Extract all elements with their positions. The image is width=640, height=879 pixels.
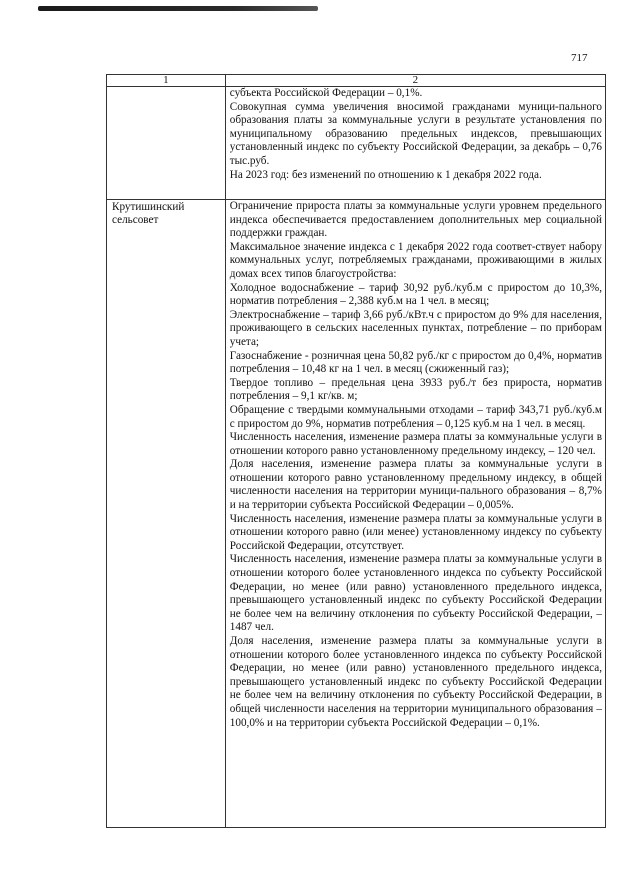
paragraph: Обращение с твердыми коммунальными отходами – тариф 343,71 руб./куб.м с приростом до 9%, норматив потребления – 0,125 куб.м на 1 чел. в месяц. bbox=[229, 403, 602, 430]
paragraph: Численность населения, изменение размера платы за коммунальные услуги в отношении которого равно установленному предельному индексу, – 120 чел. bbox=[229, 431, 602, 457]
paragraph: Твердое топливо – предельная цена 3933 руб./т без прироста, норматив потребления – 9,1 кг/кв. м; bbox=[229, 376, 602, 403]
paragraph: Ограничение прироста платы за коммунальные услуги уровнем предельного индекса обеспечивается предоставлением дополнительных мер социальной поддержки граждан. bbox=[229, 200, 602, 240]
paragraph: На 2023 год: без изменений по отношению к 1 декабря 2022 года. bbox=[229, 168, 542, 181]
table-header-row bbox=[107, 75, 606, 87]
table-row bbox=[107, 87, 606, 200]
municipality-name: Крутишинский сельсовет bbox=[112, 201, 185, 227]
description-cell bbox=[225, 200, 605, 828]
municipality-name bbox=[107, 87, 225, 88]
paragraph: Доля населения, изменение размера платы за коммунальные услуги в отношении которого более установленного индекса по субъекту Российской Федерации, но менее (или равно) установленного предельного индекса, превышающего установленный индекс по субъекту Российской Федерации не более чем на величину отклонения по субъекту Российской Федерации, в общей численности населения на территории муниципального образования – 100,0% и на территории субъекта Российской Федерации – 0,1%. bbox=[229, 635, 602, 729]
paragraph: Совокупная сумма увеличения вносимой гражданами муници-пального образования платы за коммунальные услуги в результате установления по муниципальному образованию предельных индексов, превышающих установленный индекс по субъекту Российской Федерации, за декабрь – 0,76 тыс.руб. bbox=[229, 100, 602, 167]
paragraph: Доля населения, изменение размера платы за коммунальные услуги в отношении которого равно установленному предельному индексу, в общей численности населения на территории муници-пального образования – 8,7% и на территории субъекта Российской Федерации – 0,005%. bbox=[229, 458, 602, 512]
paragraph: Численность населения, изменение размера платы за коммунальные услуги в отношении которого более установленного индекса по субъекту Российской Федерации, но менее (или равно) установленного предельного индекса, превышающего установленный индекс по субъекту Российской Федерации не более чем на величину отклонения по субъекту Российской Федерации, – 1487 чел. bbox=[229, 553, 602, 634]
description-cell bbox=[225, 87, 605, 200]
table-row bbox=[107, 200, 606, 828]
column-number-1: 1 bbox=[107, 75, 226, 87]
paragraph: Численность населения, изменение размера платы за коммунальные услуги в отношении которого равно (или менее) установленному индексу по субъекту Российской Федерации, отсутствует. bbox=[229, 512, 602, 552]
municipality-cell bbox=[107, 87, 226, 200]
paragraph: Газоснабжение - розничная цена 50,82 руб./кг с приростом до 0,4%, норматив потребления – 10,48 кг на 1 чел. в месяц (сжиженный газ); bbox=[229, 349, 602, 376]
column-number-2: 2 bbox=[225, 75, 605, 87]
page-number: 717 bbox=[571, 52, 588, 64]
paragraph: Электроснабжение – тариф 3,66 руб./кВт.ч с приростом до 9% для населения, проживающего в сельских населенных пунктах, потребление – по приборам учета; bbox=[229, 308, 602, 348]
municipality-cell bbox=[107, 200, 226, 828]
paragraph: Холодное водоснабжение – тариф 30,92 руб./куб.м с приростом до 10,3%, норматив потребления – 2,388 куб.м на 1 чел. в месяц; bbox=[229, 281, 602, 308]
paragraph: Максимальное значение индекса с 1 декабря 2022 года соответ-ствует набору коммунальных услуг, потребляемых гражданами, проживающими в жилых домах всех типов благоустройства: bbox=[229, 240, 602, 280]
document-table bbox=[106, 74, 606, 828]
paragraph: субъекта Российской Федерации – 0,1%. bbox=[229, 87, 423, 99]
scan-edge-mark bbox=[38, 6, 318, 11]
